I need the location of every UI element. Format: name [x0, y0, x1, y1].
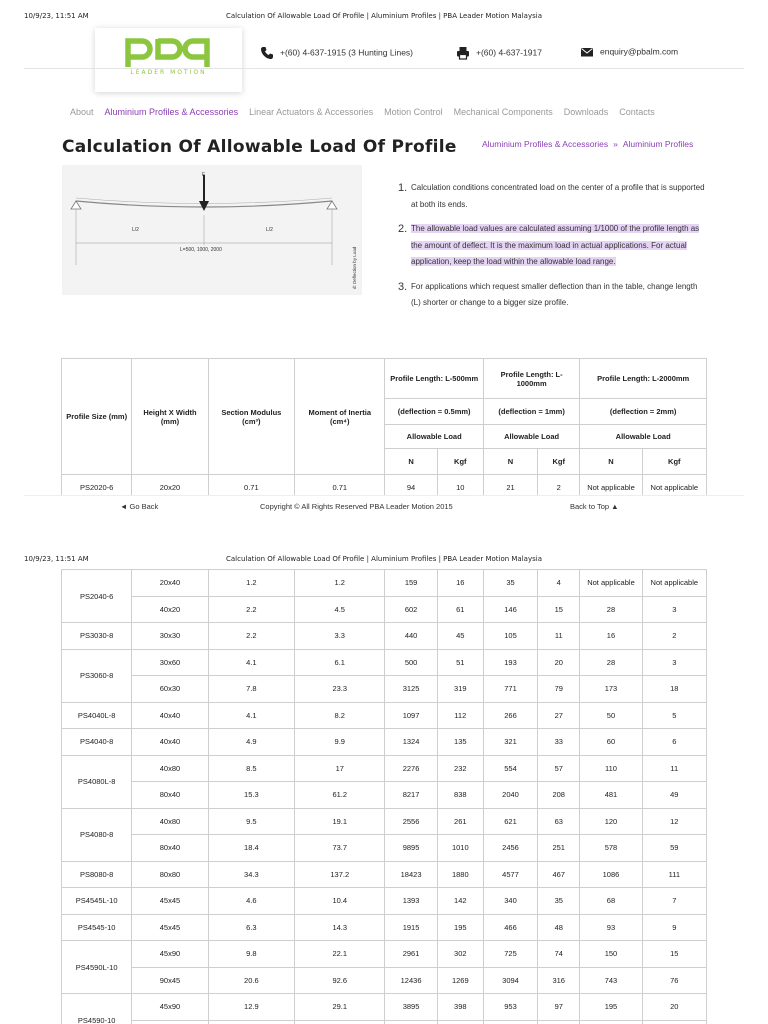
- header-kgf-1000: Kgf: [538, 449, 580, 475]
- cell-profile: PS4590L-10: [62, 941, 132, 994]
- cell-n1000: 21: [483, 475, 537, 497]
- header-deflection-2000: (deflection = 2mm): [580, 399, 707, 425]
- table-cell: 105: [483, 623, 537, 650]
- table-cell: 340: [483, 888, 537, 915]
- table-cell: 1393: [385, 888, 437, 915]
- table-cell: 173: [580, 676, 642, 703]
- table-cell: 30x60: [132, 649, 208, 676]
- table-cell: 1097: [385, 702, 437, 729]
- table-cell: 466: [483, 914, 537, 941]
- header-length-1000: Profile Length: L-1000mm: [483, 359, 579, 399]
- table-cell: 232: [437, 755, 483, 782]
- table-cell: 12: [642, 808, 706, 835]
- table-cell: 30x30: [132, 623, 208, 650]
- table-row: [62, 967, 707, 994]
- print-datetime: 10/9/23, 11:51 AM: [24, 555, 89, 563]
- table-cell: 76: [642, 967, 706, 994]
- header-n-2000: N: [580, 449, 642, 475]
- header-length-500: Profile Length: L-500mm: [385, 359, 483, 399]
- table-cell: 1880: [437, 861, 483, 888]
- table-cell: 316: [538, 967, 580, 994]
- header-deflection-1000: (deflection = 1mm): [483, 399, 579, 425]
- table-cell: 10.4: [295, 888, 385, 915]
- table-cell: 8.5: [208, 755, 294, 782]
- table-cell: 18.4: [208, 835, 294, 862]
- table-cell: 80x40: [132, 835, 208, 862]
- table-cell: 137.2: [295, 861, 385, 888]
- table-cell: 261: [437, 808, 483, 835]
- nav-item-about[interactable]: About: [70, 107, 94, 117]
- table-row: [62, 994, 707, 1021]
- table-cell: 40x80: [132, 755, 208, 782]
- cell-profile: PS4590-10: [62, 994, 132, 1024]
- table-cell: 3125: [385, 676, 437, 703]
- table-cell: 28: [580, 596, 642, 623]
- table-cell: 40x20: [132, 596, 208, 623]
- cell-k500: 10: [437, 475, 483, 497]
- table-cell: 3: [642, 649, 706, 676]
- table-cell: 60x30: [132, 676, 208, 703]
- table-cell: 40x40: [132, 702, 208, 729]
- print-title: Calculation Of Allowable Load Of Profile | Aluminium Profiles | PBA Leader Motion Malaysia: [226, 12, 542, 20]
- table-cell: 4.1: [208, 702, 294, 729]
- table-cell: 500: [385, 649, 437, 676]
- table-cell: 97: [538, 994, 580, 1021]
- length-label: L=500, 1000, 2000: [180, 247, 222, 253]
- table-row: [62, 596, 707, 623]
- table-cell: 838: [437, 782, 483, 809]
- table-cell: 4.5: [295, 596, 385, 623]
- table-cell: 93: [580, 914, 642, 941]
- table-cell: 142: [437, 888, 483, 915]
- cell-profile: PS4545-10: [62, 914, 132, 941]
- table-cell: 150: [580, 941, 642, 968]
- print-title: Calculation Of Allowable Load Of Profile | Aluminium Profiles | PBA Leader Motion Malaysia: [226, 555, 542, 563]
- header-kgf-500: Kgf: [437, 449, 483, 475]
- table-cell: 63: [538, 808, 580, 835]
- table-cell: 725: [483, 941, 537, 968]
- table-cell: 50: [580, 702, 642, 729]
- table-cell: 20x40: [132, 570, 208, 597]
- table-cell: 1010: [437, 835, 483, 862]
- table-cell: 18423: [385, 861, 437, 888]
- table-cell: 59: [642, 835, 706, 862]
- table-cell: 743: [580, 967, 642, 994]
- cell-profile: PS4080L-8: [62, 755, 132, 808]
- note-number: 2.: [398, 223, 408, 235]
- header-kgf-2000: Kgf: [642, 449, 706, 475]
- table-cell: 20: [642, 994, 706, 1021]
- nav-item-downloads[interactable]: Downloads: [563, 107, 609, 117]
- table-cell: 9: [642, 914, 706, 941]
- cell-sm: 0.71: [208, 475, 294, 497]
- table-cell: 120: [580, 808, 642, 835]
- table-cell: 2276: [385, 755, 437, 782]
- table-cell: 302: [437, 941, 483, 968]
- table-row: [62, 1020, 707, 1024]
- table-cell: 15.3: [208, 782, 294, 809]
- table-cell: 1269: [437, 967, 483, 994]
- fax-number: +(60) 4-637-1917: [476, 47, 542, 58]
- table-cell: 6: [642, 729, 706, 756]
- table-row: [62, 623, 707, 650]
- cell-profile: PS8080-8: [62, 861, 132, 888]
- cell-profile: PS2040-6: [62, 570, 132, 623]
- cell-n2000: Not applicable: [580, 475, 642, 497]
- table-cell: 8.2: [295, 702, 385, 729]
- half-length-right: L/2: [266, 227, 273, 233]
- header-profile-size: Profile Size (mm): [62, 359, 132, 475]
- print-datetime: 10/9/23, 11:51 AM: [24, 12, 89, 20]
- table-row: [62, 835, 707, 862]
- table-cell: 22.1: [295, 941, 385, 968]
- table-row: [62, 729, 707, 756]
- email-address: enquiry@pbalm.com: [600, 46, 679, 57]
- table-cell: 45x90: [132, 941, 208, 968]
- table-cell: 28: [580, 649, 642, 676]
- table-cell: 554: [483, 755, 537, 782]
- table-row: [62, 676, 707, 703]
- table-row: [62, 755, 707, 782]
- table-cell: 80x80: [132, 861, 208, 888]
- table-row: [62, 808, 707, 835]
- table-cell: 11: [642, 755, 706, 782]
- force-label: F: [202, 172, 206, 178]
- header-allowable-2000: Allowable Load: [580, 425, 707, 449]
- table-cell: 9.5: [208, 808, 294, 835]
- table-cell: 16: [437, 570, 483, 597]
- cell-profile: PS4080-8: [62, 808, 132, 861]
- table-cell: 1.2: [208, 570, 294, 597]
- table-row: [62, 702, 707, 729]
- table-cell: 4.6: [208, 888, 294, 915]
- table-cell: 112: [437, 702, 483, 729]
- table-cell: 3895: [385, 994, 437, 1021]
- table-cell: 3094: [483, 967, 537, 994]
- phone-number: +(60) 4-637-1915 (3 Hunting Lines): [280, 47, 414, 58]
- table-row: [62, 570, 707, 597]
- table-cell: 9895: [385, 835, 437, 862]
- allowable-load-table-continued: [61, 569, 707, 1024]
- cell-hw: 20x20: [132, 475, 208, 497]
- table-row: [62, 649, 707, 676]
- table-cell: 11: [538, 623, 580, 650]
- header-allowable-500: Allowable Load: [385, 425, 483, 449]
- cell-profile: PS3060-8: [62, 649, 132, 702]
- table-cell: 34.3: [208, 861, 294, 888]
- table-cell: 621: [483, 808, 537, 835]
- table-cell: [385, 1020, 437, 1024]
- table-cell: 79: [538, 676, 580, 703]
- table-cell: 40x40: [132, 729, 208, 756]
- table-cell: 20: [538, 649, 580, 676]
- table-cell: 4.1: [208, 649, 294, 676]
- table-cell: 467: [538, 861, 580, 888]
- table-cell: 195: [437, 914, 483, 941]
- table-cell: 18: [642, 676, 706, 703]
- table-cell: 578: [580, 835, 642, 862]
- table-cell: [580, 1020, 642, 1024]
- table-cell: 15: [538, 596, 580, 623]
- table-cell: 2456: [483, 835, 537, 862]
- table-cell: 12.9: [208, 994, 294, 1021]
- note-text: Calculation conditions concentrated load on the center of a profile that is supported at both its ends.: [411, 183, 705, 209]
- table-cell: 2.2: [208, 623, 294, 650]
- breadcrumb-current-link[interactable]: Aluminium Profiles: [622, 139, 694, 149]
- header-n-500: N: [385, 449, 437, 475]
- table-cell: [642, 1020, 706, 1024]
- table-cell: 6.1: [295, 649, 385, 676]
- table-cell: 61: [437, 596, 483, 623]
- table-cell: 1086: [580, 861, 642, 888]
- table-cell: 68: [580, 888, 642, 915]
- header-section-modulus: Section Modulus (cm³): [208, 359, 294, 475]
- table-cell: 208: [538, 782, 580, 809]
- table-cell: 1324: [385, 729, 437, 756]
- cell-profile: PS4040-8: [62, 729, 132, 756]
- table-cell: 110: [580, 755, 642, 782]
- go-back-link[interactable]: ◄ Go Back: [120, 502, 159, 511]
- cell-profile: PS2020-6: [62, 475, 132, 497]
- table-cell: 61.2: [295, 782, 385, 809]
- table-cell: 440: [385, 623, 437, 650]
- table-cell: [483, 1020, 537, 1024]
- table-cell: 2556: [385, 808, 437, 835]
- table-cell: 19.1: [295, 808, 385, 835]
- table-cell: 2: [642, 623, 706, 650]
- table-cell: 1915: [385, 914, 437, 941]
- table-cell: 15: [642, 941, 706, 968]
- table-cell: 40x80: [132, 808, 208, 835]
- table-cell: 4577: [483, 861, 537, 888]
- table-cell: 57: [538, 755, 580, 782]
- table-cell: 135: [437, 729, 483, 756]
- table-cell: 73.7: [295, 835, 385, 862]
- table-cell: 6.3: [208, 914, 294, 941]
- table-cell: 20.6: [208, 967, 294, 994]
- half-length-left: L/2: [132, 227, 139, 233]
- table-cell: 35: [483, 570, 537, 597]
- table-cell: [208, 1020, 294, 1024]
- table-cell: 3.3: [295, 623, 385, 650]
- note-number: 3.: [398, 280, 408, 293]
- page-title: Calculation Of Allowable Load Of Profile: [62, 137, 457, 157]
- table-cell: 33: [538, 729, 580, 756]
- table-cell: 45x90: [132, 994, 208, 1021]
- table-cell: 2040: [483, 782, 537, 809]
- table-cell: 2.2: [208, 596, 294, 623]
- nav-item-motion-control[interactable]: Motion Control: [384, 107, 443, 117]
- table-cell: 1.2: [295, 570, 385, 597]
- table-cell: 5: [642, 702, 706, 729]
- cell-n500: 94: [385, 475, 437, 497]
- table-cell: 49: [642, 782, 706, 809]
- table-cell: Not applicable: [580, 570, 642, 597]
- nav-item-mechanical-components[interactable]: Mechanical Components: [453, 107, 553, 117]
- cell-profile: PS4545L-10: [62, 888, 132, 915]
- header-length-2000: Profile Length: L-2000mm: [580, 359, 707, 399]
- header-moment-inertia: Moment of Inertia (cm⁴): [295, 359, 385, 475]
- table-cell: 2961: [385, 941, 437, 968]
- table-cell: 35: [538, 888, 580, 915]
- table-cell: 398: [437, 994, 483, 1021]
- breadcrumb-parent-link[interactable]: Aluminium Profiles & Accessories: [482, 139, 609, 149]
- nav-item-linear-actuators-accessories[interactable]: Linear Actuators & Accessories: [249, 107, 374, 117]
- table-cell: 60: [580, 729, 642, 756]
- table-cell: 481: [580, 782, 642, 809]
- table-cell: 90x45: [132, 967, 208, 994]
- table-cell: 4.9: [208, 729, 294, 756]
- table-cell: 953: [483, 994, 537, 1021]
- table-cell: 80x40: [132, 782, 208, 809]
- table-cell: 111: [642, 861, 706, 888]
- table-cell: 159: [385, 570, 437, 597]
- table-cell: 16: [580, 623, 642, 650]
- breadcrumb-separator: »: [613, 139, 618, 149]
- table-cell: 266: [483, 702, 537, 729]
- table-cell: 3: [642, 596, 706, 623]
- cell-profile: PS4040L-8: [62, 702, 132, 729]
- table-cell: 29.1: [295, 994, 385, 1021]
- table-cell: 14.3: [295, 914, 385, 941]
- note-text: For applications which request smaller deflection than in the table, change length (L) shorter or change to a bigger size profile.: [411, 281, 698, 307]
- nav-item-aluminium-profiles-accessories[interactable]: Aluminium Profiles & Accessories: [104, 107, 239, 117]
- table-cell: 74: [538, 941, 580, 968]
- cell-k1000: 2: [538, 475, 580, 497]
- note-text: The allowable load values are calculated assuming 1/1000 of the profile length as the amount of deflect. It is the maximum load in actual applications. For actual application, keep the load within the allowable load range.: [411, 224, 700, 266]
- table-cell: [538, 1020, 580, 1024]
- table-cell: 8217: [385, 782, 437, 809]
- table-cell: 51: [437, 649, 483, 676]
- table-cell: 9.8: [208, 941, 294, 968]
- table-cell: [295, 1020, 385, 1024]
- table-cell: 12436: [385, 967, 437, 994]
- table-cell: 7: [642, 888, 706, 915]
- table-cell: 771: [483, 676, 537, 703]
- table-cell: [132, 1020, 208, 1024]
- table-cell: [437, 1020, 483, 1024]
- table-row: [62, 782, 707, 809]
- cell-profile: PS3030-8: [62, 623, 132, 650]
- cell-k2000: Not applicable: [642, 475, 706, 497]
- table-cell: 7.8: [208, 676, 294, 703]
- table-cell: 321: [483, 729, 537, 756]
- deflection-label: d: Deflection by Load: [352, 246, 357, 289]
- cell-mi: 0.71: [295, 475, 385, 497]
- table-cell: 17: [295, 755, 385, 782]
- header-n-1000: N: [483, 449, 537, 475]
- table-cell: 27: [538, 702, 580, 729]
- table-cell: 92.6: [295, 967, 385, 994]
- header-deflection-500: (deflection = 0.5mm): [385, 399, 483, 425]
- header-allowable-1000: Allowable Load: [483, 425, 579, 449]
- table-row: [62, 914, 707, 941]
- table-cell: 146: [483, 596, 537, 623]
- table-cell: 45x45: [132, 914, 208, 941]
- table-cell: 45x45: [132, 888, 208, 915]
- table-cell: 319: [437, 676, 483, 703]
- table-row: [62, 941, 707, 968]
- table-cell: 251: [538, 835, 580, 862]
- back-to-top-link[interactable]: Back to Top ▲: [570, 502, 619, 511]
- table-cell: 602: [385, 596, 437, 623]
- table-cell: 193: [483, 649, 537, 676]
- table-row: [62, 888, 707, 915]
- table-cell: Not applicable: [642, 570, 706, 597]
- note-number: 1.: [398, 182, 408, 194]
- logo-tagline: LEADER MOTION: [130, 69, 207, 76]
- table-row: [62, 861, 707, 888]
- table-cell: 9.9: [295, 729, 385, 756]
- copyright-text: Copyright © All Rights Reserved PBA Leader Motion 2015: [260, 502, 453, 511]
- table-cell: 4: [538, 570, 580, 597]
- table-cell: 23.3: [295, 676, 385, 703]
- nav-item-contacts[interactable]: Contacts: [619, 107, 655, 117]
- table-cell: 45: [437, 623, 483, 650]
- header-height-width: Height X Width (mm): [132, 359, 208, 475]
- table-cell: 48: [538, 914, 580, 941]
- table-cell: 195: [580, 994, 642, 1021]
